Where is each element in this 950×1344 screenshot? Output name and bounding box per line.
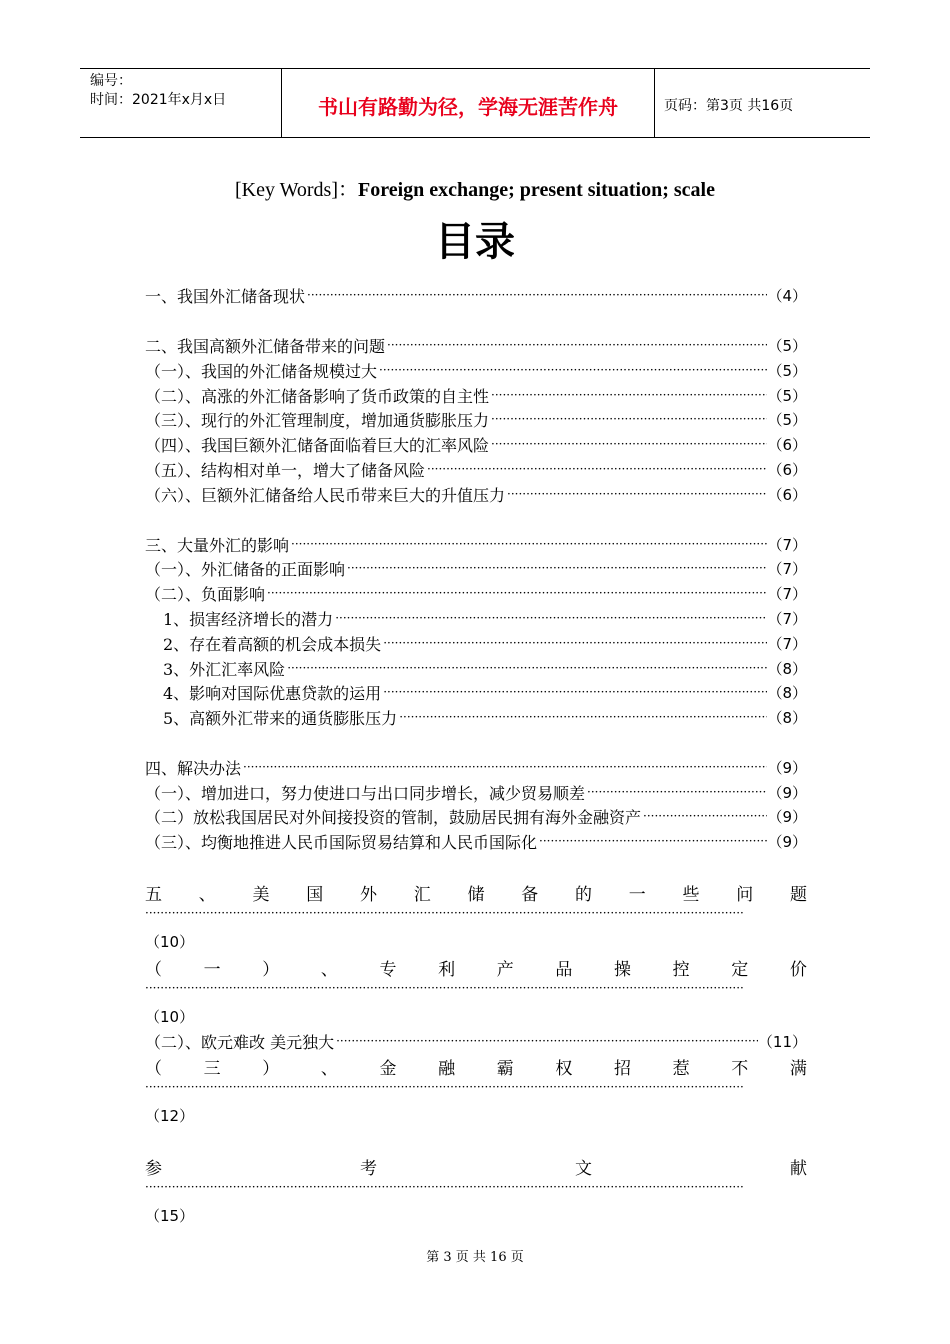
toc-entry-text: 二、我国高额外汇储备带来的问题: [145, 336, 386, 356]
toc-entry-text: （三）、现行的外汇管理制度，增加通货膨胀压力: [145, 410, 490, 430]
toc-entry-char: 融: [438, 1059, 456, 1079]
keywords-value: Foreign exchange; present situation; scale: [357, 179, 715, 201]
toc-entry-justified[interactable]: [145, 880, 807, 906]
toc-entry[interactable]: [145, 804, 807, 828]
toc-entry[interactable]: [145, 532, 807, 556]
toc-entry[interactable]: [145, 755, 807, 779]
header-meta: [90, 72, 226, 110]
toc-leader: [377, 363, 767, 377]
toc-leader: [265, 586, 767, 600]
toc-entry-page: （8）: [767, 708, 807, 727]
toc-entry[interactable]: [145, 556, 807, 580]
toc-entry-page: （4）: [767, 286, 807, 305]
toc-entry-char: 考: [360, 1159, 377, 1179]
toc-entry-page: （9）: [767, 832, 807, 851]
toc-entry-char: 不: [731, 1059, 749, 1079]
time-label: 时间：2021年x月x日: [90, 92, 227, 108]
toc-entry-page: （5）: [767, 410, 807, 429]
toc-entry-page: （5）: [767, 386, 807, 405]
toc-leader: [381, 685, 767, 699]
toc-entry[interactable]: [145, 680, 807, 704]
toc-leader: [489, 388, 767, 402]
toc-leader: [334, 1034, 758, 1048]
toc-entry-char: 操: [614, 960, 631, 980]
toc-entry-char: 一: [203, 960, 221, 980]
toc-entry-page: （9）: [767, 758, 807, 777]
toc-entry-char: 定: [731, 960, 749, 980]
toc-entry-text: （五）、结构相对单一，增大了储备风险: [145, 460, 426, 480]
toc-entry-text: 一、我国外汇储备现状: [145, 286, 306, 306]
toc-entry-char: 的: [575, 885, 592, 905]
toc-leader: [241, 760, 767, 774]
toc-entry[interactable]: [145, 333, 807, 357]
toc-entry[interactable]: [145, 606, 807, 630]
toc-leader: [285, 661, 767, 675]
toc-entry-char: 外: [360, 885, 377, 905]
toc-leader: [385, 338, 767, 352]
toc-leader: [641, 809, 767, 823]
toc-entry[interactable]: [145, 383, 807, 407]
toc-entry-justified[interactable]: [145, 1154, 807, 1180]
toc-entry-text: （六）、巨额外汇储备给人民币带来巨大的升值压力: [145, 485, 506, 505]
toc-entry-char: 金: [379, 1059, 397, 1079]
toc-entry-char: 些: [682, 885, 700, 905]
toc-leader: [333, 611, 767, 625]
toc-entry-text: （二）放松我国居民对外间接投资的管制，鼓励居民拥有海外金融资产: [145, 807, 642, 827]
toc-entry-page: （5）: [767, 336, 807, 355]
keywords-label: [Key Words]：: [234, 179, 358, 201]
toc-leader: [305, 288, 767, 302]
toc-entry[interactable]: [145, 656, 807, 680]
toc-entry-text: 三、大量外汇的影响: [145, 535, 290, 555]
toc-entry-char: 美: [252, 885, 270, 905]
toc-entry-text: （二）、高涨的外汇储备影响了货币政策的自主性: [145, 386, 490, 406]
toc-entry[interactable]: [145, 482, 807, 506]
toc-entry-char: 五: [145, 885, 162, 905]
toc-entry-char: 题: [790, 885, 807, 905]
toc-entry-page: （6）: [767, 460, 807, 479]
toc-entry-page: （6）: [767, 485, 807, 504]
toc-entry-char: 霸: [496, 1059, 514, 1079]
toc-entry-text: （三）、均衡地推进人民币国际贸易结算和人民币国际化: [145, 832, 538, 852]
toc-entry[interactable]: [145, 705, 807, 729]
toc-leader: [585, 785, 767, 799]
toc-entry-page: （7）: [767, 609, 807, 628]
toc-entry[interactable]: [145, 457, 807, 481]
toc-entry-char: 文: [575, 1159, 592, 1179]
toc-leader: [345, 561, 767, 575]
toc-entry-text: （二）、负面影响: [145, 584, 266, 604]
toc-entry-page: （8）: [767, 683, 807, 702]
toc-entry-page: （7）: [767, 559, 807, 578]
toc-entry-char: 价: [789, 960, 807, 980]
toc-entry[interactable]: [145, 407, 807, 431]
toc-entry-char: ）: [262, 1059, 280, 1079]
toc-entry-char: 招: [614, 1059, 631, 1079]
toc-entry-char: （: [145, 960, 162, 980]
toc-entry[interactable]: [145, 581, 807, 605]
toc-leader: [489, 412, 767, 426]
toc-entry-text: （一）、外汇储备的正面影响: [145, 559, 346, 579]
toc-entry[interactable]: [145, 283, 807, 307]
toc-entry-char: 权: [555, 1059, 573, 1079]
toc-entry-page: （10）: [145, 1008, 195, 1026]
toc-leader: [425, 462, 767, 476]
toc-entry-char: 一: [628, 885, 646, 905]
page-footer: 第 3 页 共 16 页: [426, 1250, 524, 1265]
toc-entry-char: 产: [496, 960, 514, 980]
toc-entry[interactable]: [145, 829, 807, 853]
toc-entry[interactable]: [145, 780, 807, 804]
toc-entry-char: 三: [203, 1059, 221, 1079]
toc-entry-page: （7）: [767, 634, 807, 653]
toc-entry-char: 专: [379, 960, 397, 980]
toc-entry-char: 品: [555, 960, 573, 980]
toc-entry-text: 四、解决办法: [145, 758, 242, 778]
toc-entry-page: （12）: [145, 1107, 195, 1125]
toc-entry-page: （7）: [767, 584, 807, 603]
toc-entry-text: 1、损害经济增长的潜力: [163, 609, 334, 629]
toc-entry-char: 献: [790, 1159, 807, 1179]
keywords-line: [0, 173, 950, 202]
number-label: 编号：: [90, 73, 132, 89]
toc-leader: [145, 1181, 745, 1193]
toc-entry-char: 满: [789, 1059, 807, 1079]
toc-entry-char: 、: [320, 960, 338, 980]
toc-entry-char: 汇: [413, 885, 431, 905]
toc-entry-char: 储: [467, 885, 485, 905]
toc-entry-char: ）: [262, 960, 280, 980]
toc-entry-char: 惹: [672, 1059, 690, 1079]
toc-leader: [537, 834, 767, 848]
toc-leader: [145, 982, 745, 994]
toc-entry[interactable]: [145, 358, 807, 382]
toc-entry-justified[interactable]: [145, 1054, 807, 1080]
toc-entry-page: （8）: [767, 659, 807, 678]
toc-entry-page: （9）: [767, 783, 807, 802]
toc-entry-page: （7）: [767, 535, 807, 554]
toc-entry[interactable]: [145, 432, 807, 456]
toc-entry-page: （10）: [145, 933, 195, 951]
toc-leader: [505, 487, 767, 501]
toc-leader: [145, 1081, 745, 1093]
motto: 书山有路勤为径，学海无涯苦作舟: [318, 95, 618, 119]
toc-leader: [489, 437, 767, 451]
toc-entry-text: （一）、我国的外汇储备规模过大: [145, 361, 378, 381]
toc-entry-char: （: [145, 1059, 162, 1079]
header-divider: [654, 69, 655, 137]
toc-title: 目录: [435, 219, 515, 265]
toc-entry-char: 、: [320, 1059, 338, 1079]
toc-entry-char: 利: [438, 960, 456, 980]
toc-entry[interactable]: [145, 631, 807, 655]
toc-entry-char: 备: [521, 885, 539, 905]
toc-leader: [289, 537, 767, 551]
toc-leader: [381, 636, 767, 650]
toc-entry-page: （9）: [767, 807, 807, 826]
toc-entry-text: （二）、欧元难改 美元独大: [145, 1032, 335, 1052]
toc-entry-char: 控: [672, 960, 690, 980]
toc-entry-page: （15）: [145, 1207, 195, 1225]
toc-entry-page: （11）: [757, 1032, 807, 1051]
document-header: [80, 68, 870, 138]
toc-entry-text: （四）、我国巨额外汇储备面临着巨大的汇率风险: [145, 435, 490, 455]
page-indicator: 页码：第3页 共16页: [664, 98, 794, 114]
toc-entry-char: 问: [736, 885, 754, 905]
toc-entry-text: （一）、增加进口，努力使进口与出口同步增长，减少贸易顺差: [145, 783, 586, 803]
toc-leader: [145, 907, 745, 919]
toc-entry-text: 5、高额外汇带来的通货膨胀压力: [163, 708, 398, 728]
toc-entry-char: 国: [306, 885, 324, 905]
toc-entry-char: 、: [198, 885, 216, 905]
toc-entry-text: 3、外汇汇率风险: [163, 659, 286, 679]
toc-entry-char: 参: [145, 1159, 162, 1179]
toc-entry-page: （5）: [767, 361, 807, 380]
toc-entry-justified[interactable]: [145, 955, 807, 981]
toc-leader: [397, 710, 767, 724]
toc-entry[interactable]: [145, 1029, 807, 1053]
toc-entry-page: （6）: [767, 435, 807, 454]
toc-entry-text: 2、存在着高额的机会成本损失: [163, 634, 382, 654]
toc-entry-text: 4、影响对国际优惠贷款的运用: [163, 683, 382, 703]
